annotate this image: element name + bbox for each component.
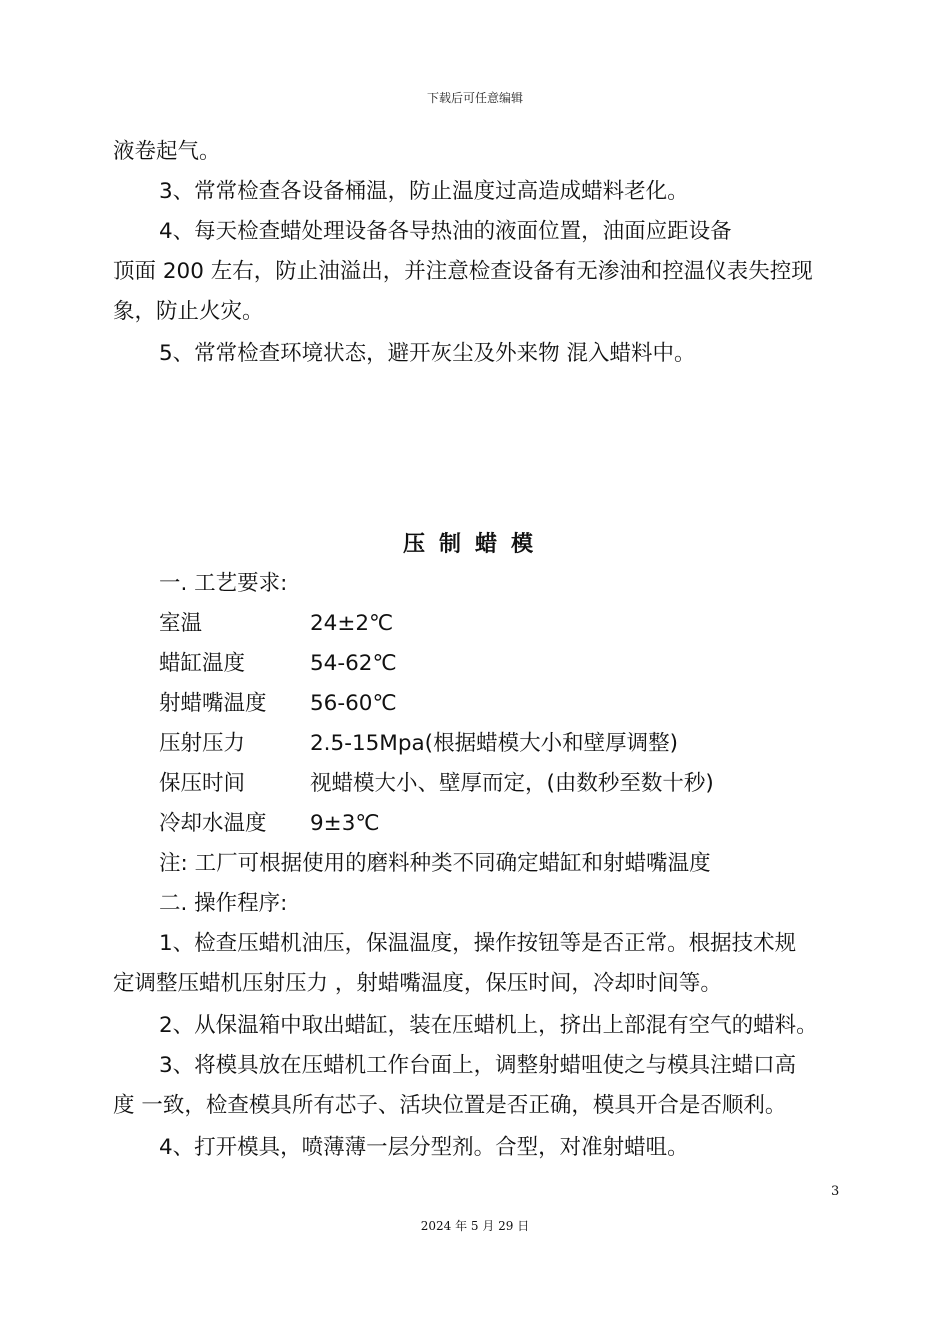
req-value-wax-cylinder-temp: 54-62℃ bbox=[310, 651, 397, 676]
req-label-room-temp: 室温 bbox=[159, 611, 203, 636]
page-number: 3 bbox=[831, 1184, 840, 1199]
page-header-note: 下载后可任意编辑 bbox=[426, 91, 523, 105]
procedure-line-5: 度 一致，检查模具所有芯子、活块位置是否正确，模具开合是否顺利。 bbox=[113, 1093, 787, 1118]
req-value-injection-pressure: 2.5-15Mpa(根据蜡模大小和壁厚调整) bbox=[310, 731, 678, 756]
requirements-note: 注: 工厂可根据使用的磨料种类不同确定蜡缸和射蜡嘴温度 bbox=[159, 851, 711, 876]
req-label-cooling-water-temp: 冷却水温度 bbox=[159, 811, 267, 836]
req-label-nozzle-temp: 射蜡嘴温度 bbox=[159, 691, 267, 716]
req-label-injection-pressure: 压射压力 bbox=[159, 731, 246, 756]
req-label-wax-cylinder-temp: 蜡缸温度 bbox=[159, 651, 246, 676]
text-line-4: 顶面 200 左右，防止油溢出，并注意检查设备有无渗油和控温仪表失控现 bbox=[113, 259, 813, 284]
text-line-6: 5、常常检查环境状态，避开灰尘及外来物 混入蜡料中。 bbox=[159, 341, 696, 366]
requirements-heading: 一. 工艺要求: bbox=[159, 571, 288, 596]
text-line-1: 液卷起气。 bbox=[113, 139, 221, 164]
text-line-5: 象，防止火灾。 bbox=[113, 299, 264, 324]
procedure-line-2: 定调整压蜡机压射压力 ，射蜡嘴温度，保压时间，冷却时间等。 bbox=[113, 971, 722, 996]
text-line-2: 3、常常检查各设备桶温，防止温度过高造成蜡料老化。 bbox=[159, 179, 689, 204]
footer-date: 2024 年 5 月 29 日 bbox=[420, 1219, 530, 1233]
req-value-hold-time: 视蜡模大小、壁厚而定，(由数秒至数十秒) bbox=[310, 771, 714, 796]
section-title: 压制蜡模 bbox=[402, 532, 547, 557]
req-value-nozzle-temp: 56-60℃ bbox=[310, 691, 397, 716]
procedure-line-6: 4、打开模具，喷薄薄一层分型剂。合型，对准射蜡咀。 bbox=[159, 1135, 689, 1160]
req-value-cooling-water-temp: 9±3℃ bbox=[310, 811, 380, 836]
procedure-heading: 二. 操作程序: bbox=[159, 891, 288, 916]
req-value-room-temp: 24±2℃ bbox=[310, 611, 394, 636]
req-label-hold-time: 保压时间 bbox=[159, 771, 246, 796]
text-line-3: 4、每天检查蜡处理设备各导热油的液面位置，油面应距设备 bbox=[159, 219, 732, 244]
procedure-line-4: 3、将模具放在压蜡机工作台面上，调整射蜡咀使之与模具注蜡口高 bbox=[159, 1053, 797, 1078]
procedure-line-3: 2、从保温箱中取出蜡缸，装在压蜡机上，挤出上部混有空气的蜡料。 bbox=[159, 1013, 818, 1038]
procedure-line-1: 1、检查压蜡机油压，保温温度，操作按钮等是否正常。根据技术规 bbox=[159, 931, 797, 956]
